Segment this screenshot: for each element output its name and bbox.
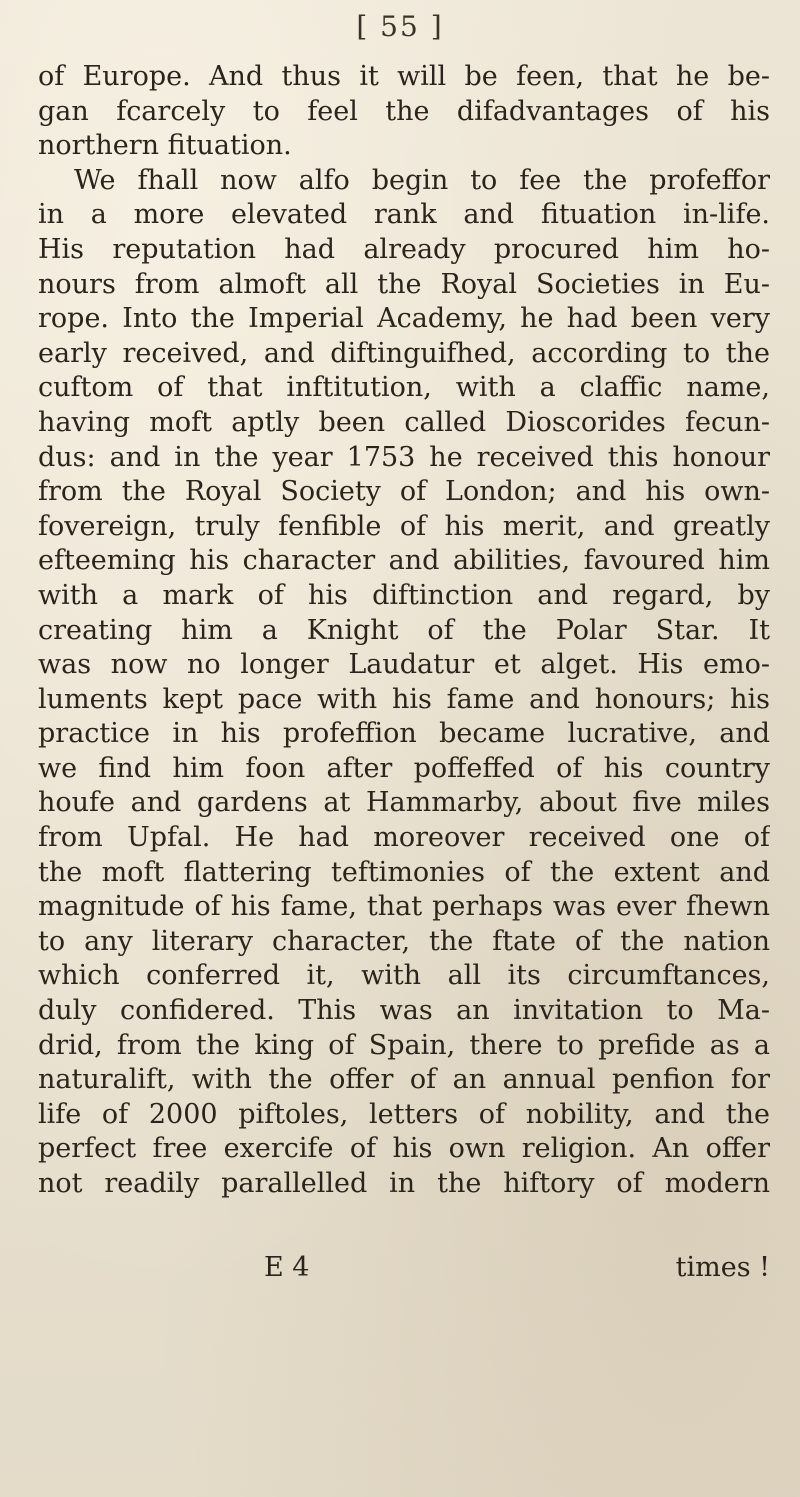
text-line: duly confidered. This was an invitation to Ma- (38, 995, 770, 1027)
text-line: cuftom of that inftitution, with a claffic name, (38, 372, 770, 404)
text-line: the moft flattering teftimonies of the extent and (38, 856, 770, 888)
signature-mark: E 4 (264, 1252, 310, 1283)
text-line: rope. Into the Imperial Academy, he had been very (38, 303, 770, 335)
text-line: we find him foon after poffeffed of his country (38, 752, 770, 784)
text-line: fovereign, truly fenfible of his merit, and greatly (38, 510, 770, 542)
text-line: life of 2000 piftoles, letters of nobility, and the (38, 1098, 770, 1130)
text-line: in a more elevated rank and fituation in-life. (38, 199, 770, 231)
text-line: of Europe. And thus it will be feen, that he be- (38, 61, 770, 92)
text-line: efteeming his character and abilities, favoured him (38, 545, 770, 577)
text-line: magnitude of his fame, that perhaps was ever fhewn (38, 891, 770, 923)
text-line: drid, from the king of Spain, there to prefide as a (38, 1029, 770, 1061)
text-line: creating him a Knight of the Polar Star. It (38, 614, 770, 646)
text-line: not readily parallelled in the hiftory of modern (38, 1168, 770, 1199)
text-line: gan fcarcely to feel the difadvantages of his (38, 95, 770, 127)
page-footer (38, 1252, 770, 1288)
text-line: northern fituation. (38, 130, 292, 162)
text-line: luments kept pace with his fame and honours; his (38, 683, 770, 715)
text-line: nours from almoft all the Royal Societies in Eu- (38, 268, 770, 300)
text-line: was now no longer Laudatur et alget. His emo- (38, 649, 770, 681)
text-line: to any literary character, the ftate of the nation (38, 925, 770, 957)
text-line: perfect free exercife of his own religion. An offer (38, 1133, 770, 1165)
text-line: from Upfal. He had moreover received one of (38, 822, 770, 854)
text-line: which conferred it, with all its circumftances, (38, 960, 770, 992)
text-line: having moft aptly been called Dioscorides fecun- (38, 406, 770, 438)
page-number: [ 55 ] (356, 10, 444, 43)
text-line: from the Royal Society of London; and his own- (38, 476, 770, 508)
text-line: early received, and diftinguifhed, according to the (38, 337, 770, 369)
text-line: We fhall now alfo begin to fee the profeffor (74, 164, 770, 196)
text-line: naturalift, with the offer of an annual penfion for (38, 1064, 770, 1096)
text-line: practice in his profeffion became lucrative, and (38, 718, 770, 750)
catchword: times ! (675, 1252, 770, 1283)
text-line: dus: and in the year 1753 he received this honour (38, 441, 770, 473)
text-line: His reputation had already procured him ho- (38, 233, 770, 265)
body-text (38, 60, 770, 1202)
text-line: with a mark of his diftinction and regard, by (38, 579, 770, 611)
text-line: houfe and gardens at Hammarby, about five miles (38, 787, 770, 819)
